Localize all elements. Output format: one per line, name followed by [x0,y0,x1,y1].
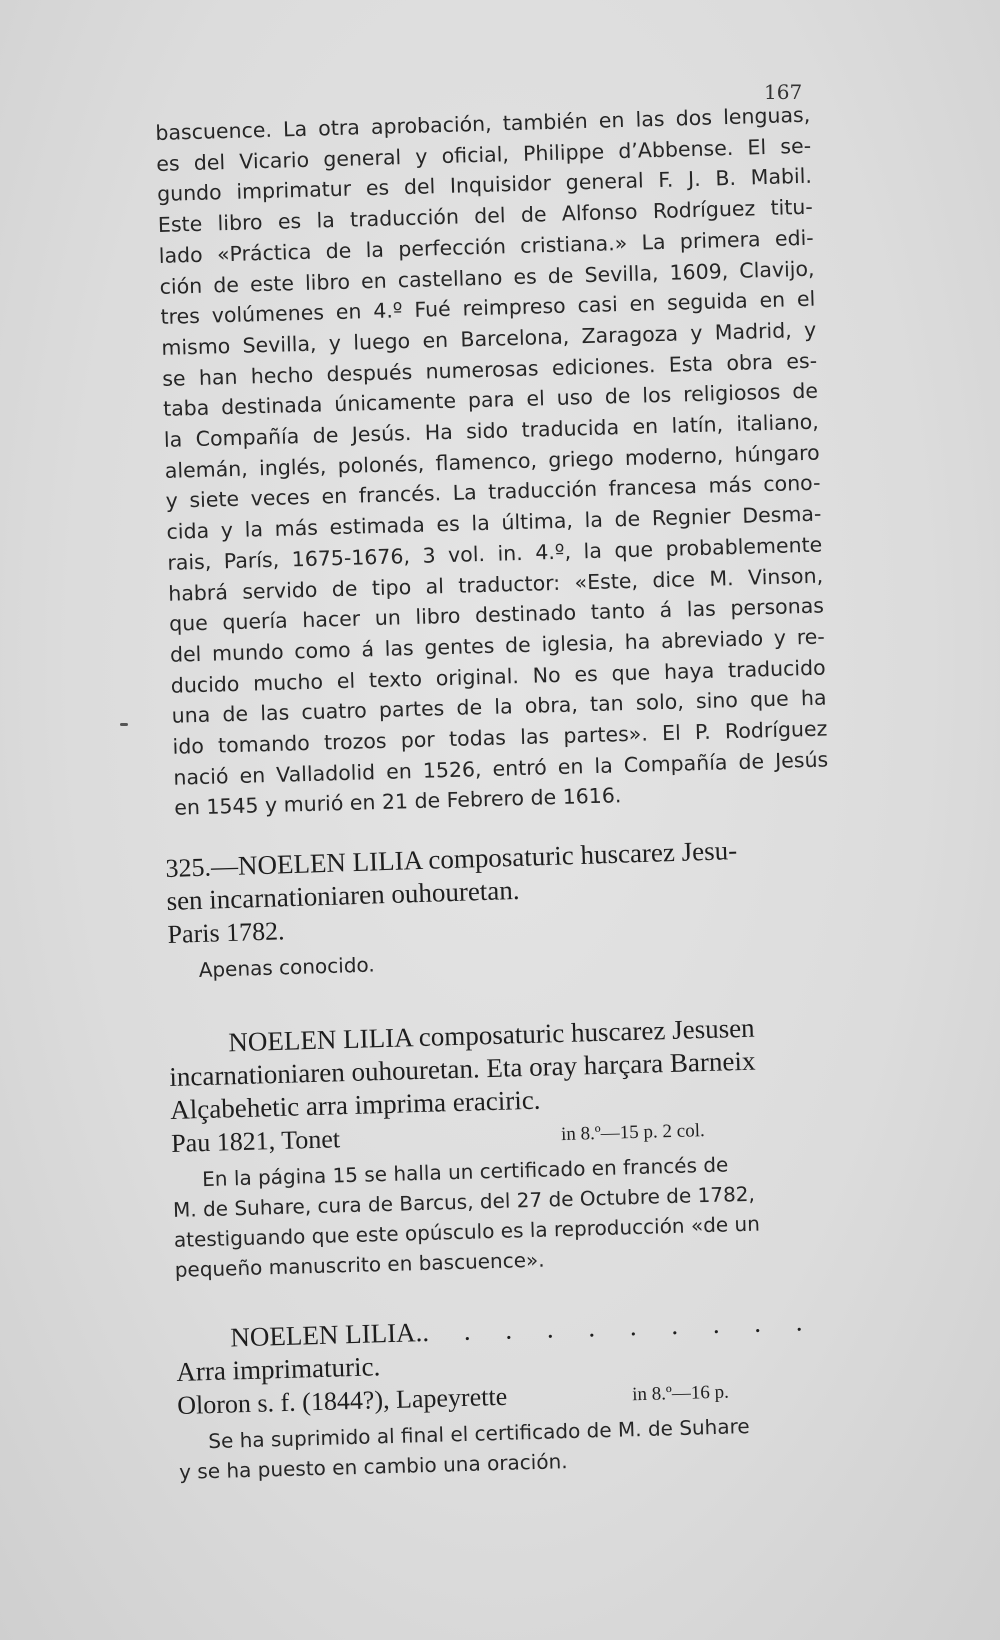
title-line: sen incarnationiaren ouhouretan. [166,874,520,916]
note-line: En la página 15 se halla un certificado en francés de [201,1152,729,1192]
title-line: Alçabehetic arra imprima eraciric. [169,1084,541,1125]
title-line: NOELEN LILIA. [230,1317,423,1353]
text-line: del mundo como á las gentes de iglesia, ha abreviado y re- [169,624,826,667]
entry-note [178,1409,839,1487]
entry-number: 325. [165,852,212,883]
title-line: —NOELEN LILIA composaturic huscarez Jesu- [210,835,738,882]
text-line: Este libro es la traducción del de Alfonso Rodríguez titu- [157,194,814,238]
text-line: gundo imprimatur es del Inquisidor general F. J. B. Mabil. [156,164,813,207]
note-line: y se ha puesto en cambio una oración. [178,1449,568,1484]
text-line: rais, París, 1675-1676, 3 vol. in. 4.º, la que probablemente [167,532,823,575]
note-line: M. de Suhare, cura de Barcus, del 27 de Octubre de 1782, [172,1181,756,1222]
title-line: NOELEN LILIA composaturic huscarez Jesusen [228,1012,755,1058]
entry-imprint: Paris 1782. [167,916,285,949]
text-line: ción de este libro en castellano es de Sevilla, 1609, Clavijo, [159,256,815,299]
text-line: alemán, inglés, polonés, flamenco, griego moderno, húngaro [164,440,820,483]
text-line: nació en Valladolid en 1526, entró en la Compañía de Jesús [173,747,829,790]
text-line: habrá servido de tipo al traductor: «Este, dice M. Vinson, [167,563,824,606]
text-line: que quería hacer un libro destinado tanto á las personas [168,593,825,637]
text-line: la Compañía de Jesús. Ha sido traducida en latín, italiano, [163,409,820,452]
note-line: atestiguando que este opúsculo es la reproducción «de un [173,1211,761,1252]
note-line: Se ha suprimido al final el certificado de M. de Suhare [207,1414,750,1454]
text-line: se han hecho después numerosas ediciones. Esta obra es- [161,348,818,391]
imprint-place: Oloron s. f. (1844?), Lapeyrette [176,1381,508,1420]
text-line: ducido mucho el texto original. No es que haya traducido [170,655,826,698]
text-line: mismo Sevilla, y luego en Barcelona, Zaragoza y Madrid, y [161,317,817,360]
text-line: y siete veces en francés. La traducción francesa más cono- [165,471,821,514]
imprint-place: Pau 1821, Tonet [170,1124,341,1158]
title-dots: . . . . . . . . . . [421,1306,817,1348]
entry-title [168,1010,831,1127]
text-line: una de las cuatro partes de la obra, tan solo, sino que ha [171,685,827,729]
text-line: cida y la más estimada es la última, la de Regnier Desma- [166,501,822,544]
entry-note [172,1147,835,1285]
text-line: ido tomando trozos por todas las partes». El P. Rodríguez [172,716,828,759]
text-line: taba destinada únicamente para el uso de los religiosos de [162,378,819,422]
title-line: Arra imprimaturic. [175,1351,381,1387]
note-line: pequeño manuscrito en bascuence». [174,1247,545,1282]
text-line: lado «Práctica de la perfección cristiana.» La primera edi- [158,225,814,268]
entry-oloron [175,1305,839,1487]
entry-325 [165,831,829,986]
entry-pau-1821 [168,1010,835,1285]
entry-format: in 8.º—15 p. 2 col. [560,1120,706,1146]
text-line: en 1545 y murió en 21 de Febrero de 1616. [173,783,622,821]
paragraph-continued [155,100,829,824]
note-line: Apenas conocido. [198,952,376,982]
text-line: tres volúmenes en 4.º Fué reimpreso casi en seguida en el [160,286,816,330]
page-number: 167 [764,80,803,104]
text-line: es del Vicario general y oficial, Philippe d’Abbense. El se- [155,133,812,176]
text-line: bascuence. La otra aprobación, también en las dos lenguas, [155,102,811,145]
title-line: incarnationiaren ouhouretan. Eta oray harçara Barneix [168,1045,756,1092]
ink-mark [120,723,128,726]
entry-format: in 8.º—16 p. [631,1381,730,1406]
